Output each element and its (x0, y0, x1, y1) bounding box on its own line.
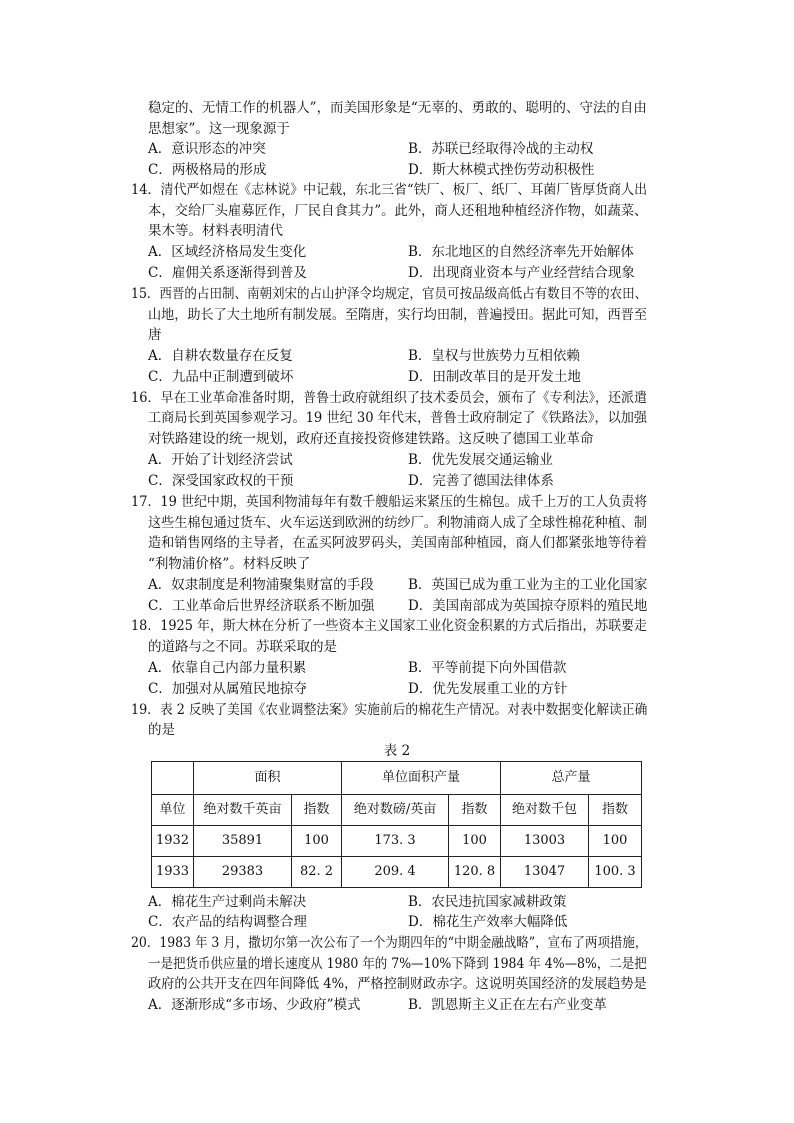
table-row (152, 857, 642, 888)
table-subheader-cell: 绝对数千英亩 (194, 795, 292, 826)
q20-option-b: B．凯恩斯主义正在左右产业变革 (408, 997, 607, 1013)
cotton-production-table (151, 761, 642, 888)
table-cell: 29383 (194, 857, 292, 888)
table-cell: 1933 (152, 857, 194, 888)
q17-line-3: 造和销售网络的主导者，在孟买阿波罗码头，美国南部种植园，商人们都紧张地等待着 (148, 535, 647, 551)
q17-option-a: A．奴隶制度是利物浦聚集财富的手段 (148, 577, 374, 593)
q14-option-a: A．区域经济格局发生变化 (148, 244, 307, 260)
table-header-corner (152, 762, 194, 795)
table-cell: 82. 2 (292, 857, 342, 888)
table-subheader-cell: 绝对数磅/英亩 (342, 795, 449, 826)
q15-line-2: 山地，助长了大土地所有制发展。至隋唐，实行均田制，普遍授田。据此可知，西晋至 (148, 307, 647, 323)
q17-line-1: 17．19 世纪中期，英国利物浦每年有数千艘船运来紧压的生棉包。成千上万的工人负责将 (131, 494, 648, 510)
q15-option-b: B．皇权与世族势力互相依赖 (408, 348, 580, 364)
table-cell: 209. 4 (342, 857, 449, 888)
q18-line-1: 18．1925 年，斯大林在分析了一些资本主义国家工业化资金积累的方式后指出，苏联要走 (131, 618, 647, 634)
q15-option-d: D．田制改革目的是开发土地 (408, 369, 581, 385)
table-row (152, 826, 642, 857)
table-cell: 100 (589, 826, 642, 857)
q15-option-c: C．九品中正制遭到破坏 (148, 369, 294, 385)
q13-line-2: 思想家”。这一现象源于 (148, 121, 290, 137)
q16-line-2: 工商局长到英国参观学习。19 世纪 30 年代末，普鲁士政府制定了《铁路法》，以加强 (148, 410, 647, 426)
q19-option-d: D．棉花生产效率大幅降低 (408, 914, 568, 930)
q20-line-1: 20．1983 年 3 月，撒切尔第一次公布了一个为期四年的“中期金融战略”，宣布了两项措施， (131, 935, 648, 951)
q16-line-3: 对铁路建设的统一规划，政府还直接投资修建铁路。这反映了德国工业革命 (148, 431, 594, 447)
q19-option-c: C．农产品的结构调整合理 (148, 914, 307, 930)
q13-option-b: B．苏联已经取得冷战的主动权 (408, 141, 594, 157)
q16-option-a: A．开始了计划经济尝试 (148, 452, 293, 468)
q18-option-a: A．依靠自己内部力量积累 (148, 660, 307, 676)
q18-option-c: C．加强对从属殖民地掠夺 (148, 681, 307, 697)
table-subheader-cell: 绝对数千包 (501, 795, 589, 826)
q17-line-4: “利物浦价格”。材料反映了 (148, 556, 311, 572)
q16-line-1: 16．早在工业革命准备时期，普鲁士政府就组织了技术委员会，颁布了《专利法》，还派遣 (131, 390, 647, 406)
q19-option-a: A．棉花生产过剩尚未解决 (148, 894, 307, 910)
table-cell: 100 (292, 826, 342, 857)
table-cell: 1932 (152, 826, 194, 857)
q20-line-3: 政府的公共开支在四年间降低 4%，严格控制财政赤字。这说明英国经济的发展趋势是 (148, 976, 647, 992)
q18-option-d: D．优先发展重工业的方针 (408, 681, 568, 697)
q20-option-a: A．逐渐形成“多市场、少政府”模式 (148, 997, 361, 1013)
q17-option-b: B．英国已成为重工业为主的工业化国家 (408, 577, 648, 593)
q17-option-c: C．工业革命后世界经济联系不断加强 (148, 598, 375, 614)
table-header-total: 总产量 (501, 762, 642, 795)
table-header-area: 面积 (194, 762, 342, 795)
q14-option-d: D．出现商业资本与产业经营结合现象 (408, 265, 635, 281)
q15-line-1: 15．西晋的占田制、南朝刘宋的占山护泽令均规定，官员可按品级高低占有数目不等的农田、 (131, 286, 648, 302)
table-cell: 13047 (501, 857, 589, 888)
q14-line-3: 果木等。材料表明清代 (148, 223, 283, 239)
q14-line-2: 本，交给厂头雇募匠作，厂民自食其力”。此外，商人还租地种植经济作物，如蔬菜、 (148, 203, 648, 219)
q17-option-d: D．美国南部成为英国掠夺原料的殖民地 (408, 598, 648, 614)
q19-line-1: 19．表 2 反映了美国《农业调整法案》实施前后的棉花生产情况。对表中数据变化解读正确 (131, 702, 648, 718)
q16-option-b: B．优先发展交通运输业 (408, 452, 553, 468)
table-cell: 13003 (501, 826, 589, 857)
q18-line-2: 的道路与之不同。苏联采取的是 (148, 639, 337, 655)
table-cell: 173. 3 (342, 826, 449, 857)
q14-option-c: C．雇佣关系逐渐得到普及 (148, 265, 307, 281)
table-header-yield: 单位面积产量 (342, 762, 501, 795)
q20-line-2: 一是把货币供应量的增长速度从 1980 年的 7%—10%下降到 1984 年 4%—8%，二是把 (148, 956, 647, 972)
table-subheader-cell: 指数 (589, 795, 642, 826)
q15-line-3: 唐 (148, 327, 162, 343)
q19-line-2: 的是 (148, 722, 175, 738)
q14-option-b: B．东北地区的自然经济率先开始解体 (408, 244, 634, 260)
table-caption: 表 2 (383, 743, 411, 759)
q17-line-2: 这些生棉包通过货车、火车运送到欧洲的纺纱厂。利物浦商人成了全球性棉花种植、制 (148, 515, 647, 531)
q16-option-d: D．完善了德国法律体系 (408, 473, 554, 489)
table-cell: 100. 3 (589, 857, 642, 888)
table-cell: 120. 8 (449, 857, 501, 888)
q19-option-b: B．农民违抗国家减耕政策 (408, 894, 567, 910)
q18-option-b: B．平等前提下向外国借款 (408, 660, 567, 676)
table-cell: 100 (449, 826, 501, 857)
q13-line-1: 稳定的、无情工作的机器人”，而美国形象是“无辜的、勇敢的、聪明的、守法的自由 (148, 100, 647, 116)
table-subheader-row (152, 795, 642, 826)
q14-line-1: 14．清代严如煜在《志林说》中记载，东北三省“铁厂、板厂、纸厂、耳菌厂皆厚货商人出 (131, 182, 648, 198)
table-subheader-cell: 指数 (449, 795, 501, 826)
table-header-row (152, 762, 642, 795)
q13-option-a: A．意识形态的冲突 (148, 141, 266, 157)
q15-option-a: A．自耕农数量存在反复 (148, 348, 293, 364)
table-subheader-cell: 指数 (292, 795, 342, 826)
q16-option-c: C．深受国家政权的干预 (148, 473, 294, 489)
q13-option-c: C．两极格局的形成 (148, 162, 267, 178)
q13-option-d: D．斯大林模式挫伤劳动积极性 (408, 162, 595, 178)
table-subheader-cell: 单位 (152, 795, 194, 826)
table-cell: 35891 (194, 826, 292, 857)
